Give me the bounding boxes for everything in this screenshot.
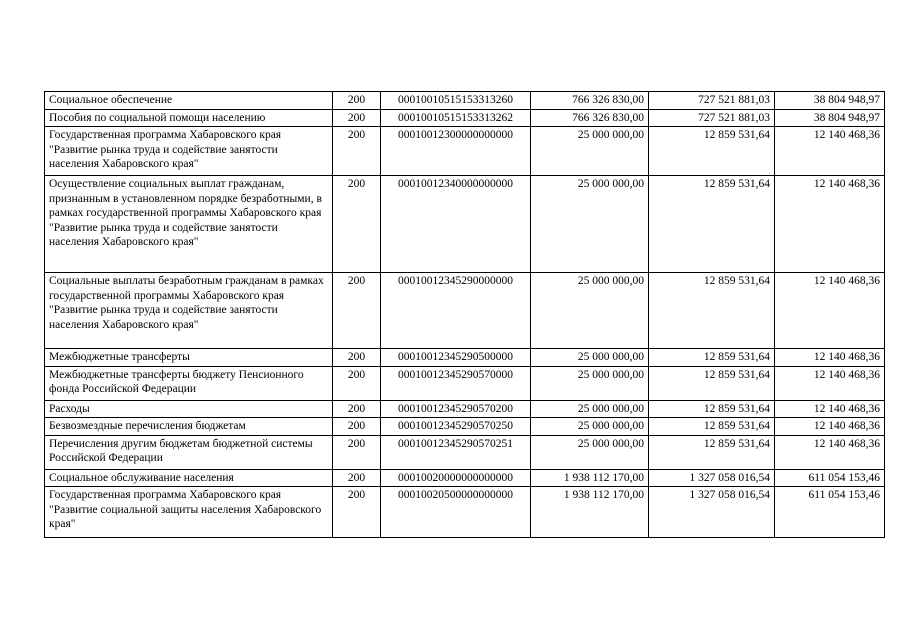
row-name-cell: Социальное обеспечение [45,92,333,110]
row-code-cell: 200 [333,487,381,538]
row-executed-cell: 1 327 058 016,54 [649,469,775,487]
row-kbk-cell: 00010010515153313262 [381,109,531,127]
row-name-cell: Осуществление социальных выплат гражданам, признанным в установленном порядке безработными, в рамках государственной программы Хабаровского края "Развитие рынка труда и содействие занятости населения Хабаровского края" [45,176,333,273]
row-executed-cell: 12 859 531,64 [649,127,775,176]
row-kbk-cell: 00010012345290570000 [381,366,531,400]
row-remaining-cell: 38 804 948,97 [775,92,885,110]
table-row [45,273,885,349]
row-executed-cell: 727 521 881,03 [649,92,775,110]
row-remaining-cell: 12 140 468,36 [775,273,885,349]
row-kbk-cell: 00010020500000000000 [381,487,531,538]
row-kbk-cell: 00010012340000000000 [381,176,531,273]
table-row [45,349,885,367]
row-remaining-cell: 611 054 153,46 [775,487,885,538]
row-code-cell: 200 [333,400,381,418]
table-row [45,109,885,127]
table-row [45,487,885,538]
budget-table-body [45,92,885,538]
row-kbk-cell: 00010012300000000000 [381,127,531,176]
row-code-cell: 200 [333,109,381,127]
row-approved-cell: 766 326 830,00 [531,109,649,127]
row-remaining-cell: 12 140 468,36 [775,400,885,418]
row-name-cell: Государственная программа Хабаровского края "Развитие социальной защиты населения Хабаровского края" [45,487,333,538]
row-executed-cell: 12 859 531,64 [649,366,775,400]
row-approved-cell: 766 326 830,00 [531,92,649,110]
row-code-cell: 200 [333,349,381,367]
row-approved-cell: 1 938 112 170,00 [531,469,649,487]
row-executed-cell: 1 327 058 016,54 [649,487,775,538]
row-remaining-cell: 38 804 948,97 [775,109,885,127]
row-name-cell: Межбюджетные трансферты бюджету Пенсионного фонда Российской Федерации [45,366,333,400]
table-row [45,366,885,400]
row-kbk-cell: 00010012345290570251 [381,435,531,469]
row-executed-cell: 12 859 531,64 [649,400,775,418]
row-remaining-cell: 12 140 468,36 [775,176,885,273]
row-code-cell: 200 [333,176,381,273]
row-code-cell: 200 [333,435,381,469]
table-row [45,418,885,436]
row-kbk-cell: 00010020000000000000 [381,469,531,487]
row-kbk-cell: 00010012345290570250 [381,418,531,436]
row-remaining-cell: 12 140 468,36 [775,349,885,367]
row-code-cell: 200 [333,418,381,436]
row-code-cell: 200 [333,127,381,176]
table-row [45,127,885,176]
row-executed-cell: 12 859 531,64 [649,273,775,349]
row-approved-cell: 25 000 000,00 [531,176,649,273]
row-code-cell: 200 [333,92,381,110]
row-remaining-cell: 12 140 468,36 [775,127,885,176]
row-name-cell: Социальные выплаты безработным гражданам в рамках государственной программы Хабаровского края "Развитие рынка труда и содействие занятости населения Хабаровского края" [45,273,333,349]
table-row [45,92,885,110]
row-executed-cell: 12 859 531,64 [649,349,775,367]
row-kbk-cell: 00010012345290000000 [381,273,531,349]
table-row [45,469,885,487]
table-row [45,435,885,469]
row-code-cell: 200 [333,366,381,400]
row-approved-cell: 25 000 000,00 [531,400,649,418]
row-remaining-cell: 12 140 468,36 [775,418,885,436]
row-name-cell: Расходы [45,400,333,418]
row-approved-cell: 25 000 000,00 [531,273,649,349]
row-name-cell: Межбюджетные трансферты [45,349,333,367]
row-approved-cell: 25 000 000,00 [531,418,649,436]
row-approved-cell: 25 000 000,00 [531,435,649,469]
table-row [45,176,885,273]
row-name-cell: Пособия по социальной помощи населению [45,109,333,127]
budget-table [44,91,885,538]
row-name-cell: Социальное обслуживание населения [45,469,333,487]
row-kbk-cell: 00010012345290500000 [381,349,531,367]
row-executed-cell: 727 521 881,03 [649,109,775,127]
row-kbk-cell: 00010012345290570200 [381,400,531,418]
row-kbk-cell: 00010010515153313260 [381,92,531,110]
row-name-cell: Перечисления другим бюджетам бюджетной системы Российской Федерации [45,435,333,469]
row-executed-cell: 12 859 531,64 [649,176,775,273]
row-code-cell: 200 [333,469,381,487]
row-approved-cell: 25 000 000,00 [531,349,649,367]
row-name-cell: Безвозмездные перечисления бюджетам [45,418,333,436]
budget-execution-sheet [44,91,885,538]
row-remaining-cell: 12 140 468,36 [775,435,885,469]
row-name-cell: Государственная программа Хабаровского края "Развитие рынка труда и содействие занятости населения Хабаровского края" [45,127,333,176]
row-executed-cell: 12 859 531,64 [649,435,775,469]
row-approved-cell: 25 000 000,00 [531,127,649,176]
row-remaining-cell: 12 140 468,36 [775,366,885,400]
row-approved-cell: 1 938 112 170,00 [531,487,649,538]
row-executed-cell: 12 859 531,64 [649,418,775,436]
row-code-cell: 200 [333,273,381,349]
row-remaining-cell: 611 054 153,46 [775,469,885,487]
row-approved-cell: 25 000 000,00 [531,366,649,400]
table-row [45,400,885,418]
